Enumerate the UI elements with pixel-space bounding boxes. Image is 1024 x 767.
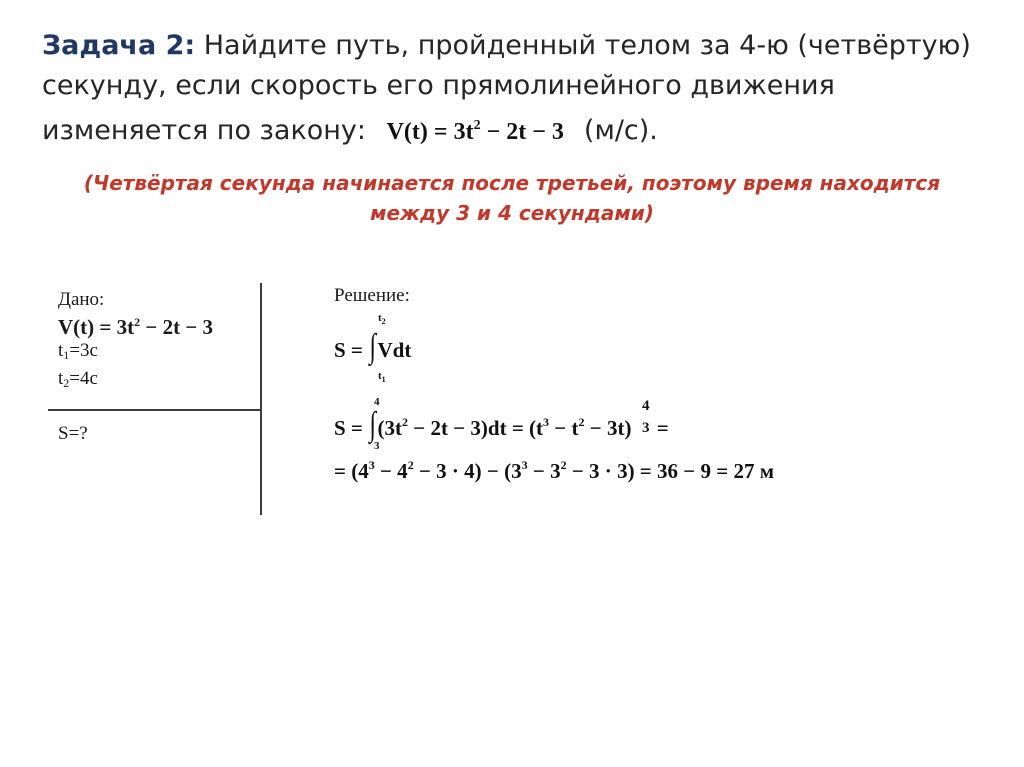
hint [40,168,984,228]
eval-lower: 3 [642,420,650,436]
given-t1 [58,339,213,367]
given-block [58,288,213,395]
solution-line-3 [334,458,774,484]
find-s: S=? [58,423,88,444]
t2-sub: 2 [63,376,70,390]
hint-line-2: между 3 и 4 секундами) [370,201,654,225]
formula-lhs: V(t) = 3t [386,119,474,145]
given-heading: Дано: [58,289,105,310]
line2-lhs: S = [334,416,363,440]
line3-d: − 3 [527,459,561,483]
line3-a: = (4 [334,459,369,483]
problem-label: Задача 2: [42,30,196,61]
line1-lhs: S = [334,338,363,362]
given-velocity [58,311,213,339]
line3-c: − 3 · 4) − (3 [413,459,522,483]
formula-rhs: − 2t − 3 [480,119,564,145]
line3-e: − 3 · 3) = 36 − 9 = 27 м [566,459,775,483]
formula-exponent: 2 [473,118,481,133]
line1-lower-var: t [378,370,382,382]
given-v-lhs: V(t) = 3t [58,315,135,339]
given-v-exp: 2 [134,315,141,329]
solution-line-1 [334,328,411,366]
t1-var: t [58,340,64,361]
line1-upper-sub: 2 [381,317,386,327]
line2-c: − t [549,416,579,440]
line2-lower-limit: 3 [374,440,380,452]
line2-b-exp: 3 [543,415,550,429]
line2-eq: = [651,416,669,440]
hint-line-1: (Четвёртая секунда начинается после третьей, поэтому время находится [83,171,941,195]
line2-upper-limit: 4 [374,396,380,408]
line3-d-exp: 2 [560,458,567,472]
problem-text: Найдите путь, пройденный телом за 4-ю (четвёртую) секунду, если скорость его прямолинейного движения изменяется по закону: [42,30,971,146]
t1-value: =3c [69,340,98,361]
line1-upper-var: t [378,312,382,324]
velocity-formula [387,106,564,152]
given-v-rhs: − 2t − 3 [140,315,214,339]
line2-c-exp: 2 [578,415,585,429]
line3-b-exp: 2 [407,458,414,472]
line3-b: − 4 [374,459,408,483]
line2-d: − 3t) [584,416,632,440]
solution-line-2 [334,406,669,444]
line1-upper-limit [378,312,386,326]
t1-sub: 1 [63,348,70,362]
line2-a-exp: 2 [401,415,408,429]
line1-lower-sub: 1 [381,375,386,385]
table-horizontal-divider [48,409,261,411]
solution-heading: Решение: [334,285,410,306]
t2-var: t [58,368,64,389]
line1-integrand: Vdt [377,338,412,362]
units: (м/с). [583,115,658,146]
line2-b: − 2t − 3)dt = (t [407,416,544,440]
integral-sign: ∫ [369,328,377,365]
problem-statement [42,26,1002,152]
line2-a: (3t [377,416,402,440]
line1-lower-limit [378,370,386,384]
line3-c-exp: 3 [521,458,528,472]
given-t2 [58,367,213,395]
table-vertical-divider [260,283,262,515]
integral-sign-2: ∫ [369,406,377,443]
line3-a-exp: 3 [368,458,375,472]
t2-value: =4c [69,368,98,389]
eval-upper: 4 [642,398,650,414]
